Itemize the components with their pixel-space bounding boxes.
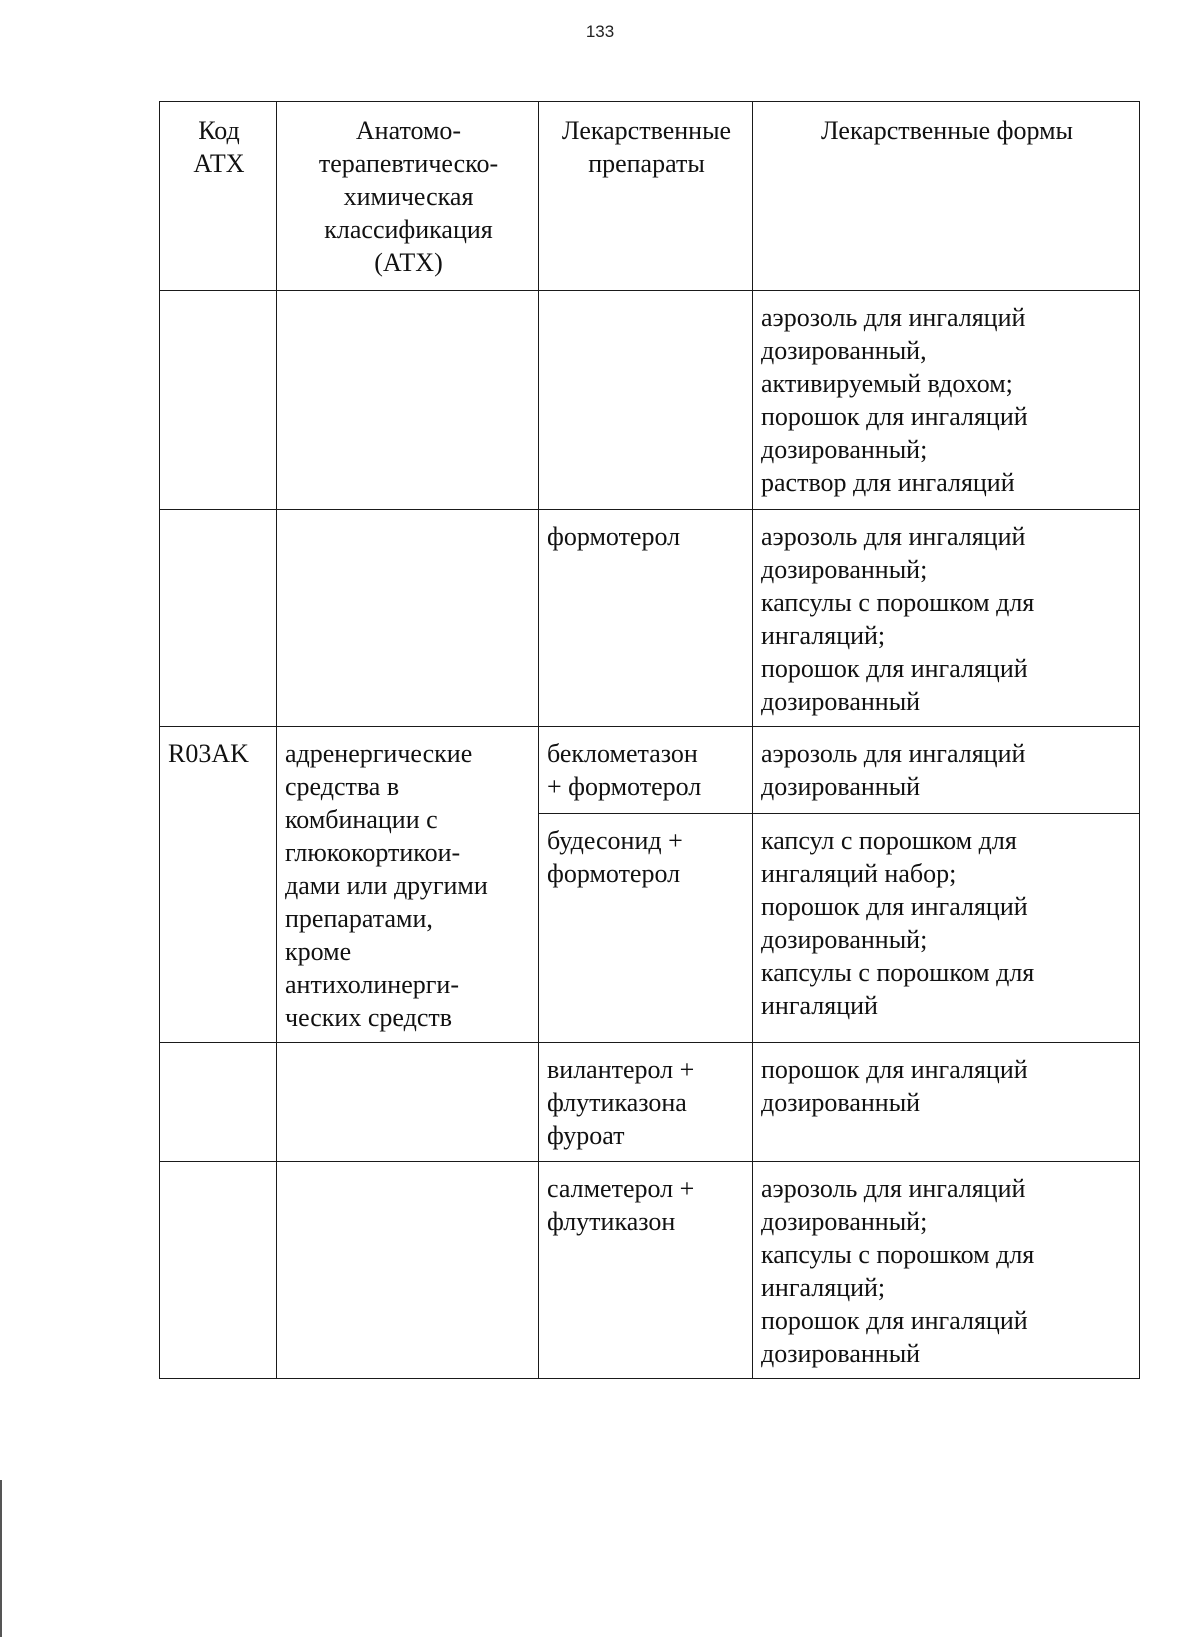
cell-forms: аэрозоль для ингаляций дозированный; капсулы с порошком для ингаляций; порошок для ингаляций дозированный — [753, 1162, 1140, 1379]
cell-drug: будесонид + формотерол — [539, 813, 753, 1042]
header-dosage-forms: Лекарственные формы — [753, 102, 1140, 291]
table-row — [160, 1162, 1140, 1379]
cell-classification — [277, 1043, 539, 1162]
cell-classification — [277, 510, 539, 727]
cell-forms: порошок для ингаляций дозированный — [753, 1043, 1140, 1162]
cell-code: R03AK — [160, 727, 277, 1043]
cell-forms: капсул с порошком для ингаляций набор; порошок для ингаляций дозированный; капсулы с порошком для ингаляций — [753, 813, 1140, 1042]
cell-forms: аэрозоль для ингаляций дозированный, активируемый вдохом; порошок для ингаляций дозированный; раствор для ингаляций — [753, 291, 1140, 510]
table-row — [160, 1043, 1140, 1162]
cell-drug: салметерол + флутиказон — [539, 1162, 753, 1379]
table-row — [160, 291, 1140, 510]
cell-code — [160, 1043, 277, 1162]
cell-drug: формотерол — [539, 510, 753, 727]
cell-classification — [277, 1162, 539, 1379]
header-drugs: Лекарственные препараты — [539, 102, 753, 291]
cell-drug — [539, 291, 753, 510]
cell-drug: беклометазон + формотерол — [539, 727, 753, 814]
cell-forms: аэрозоль для ингаляций дозированный — [753, 727, 1140, 814]
header-atx-classification: Анатомо- терапевтическо- химическая классификация (АТХ) — [277, 102, 539, 291]
cell-code — [160, 291, 277, 510]
table-row — [160, 510, 1140, 727]
scan-edge-mark — [0, 1480, 2, 1637]
header-atx-code: Код АТХ — [160, 102, 277, 291]
table-row — [160, 727, 1140, 814]
cell-code — [160, 1162, 277, 1379]
page-number: 133 — [585, 22, 615, 41]
atx-table — [159, 101, 1140, 1379]
table-header-row — [160, 102, 1140, 291]
cell-forms: аэрозоль для ингаляций дозированный; капсулы с порошком для ингаляций; порошок для ингаляций дозированный — [753, 510, 1140, 727]
cell-classification: адренергические средства в комбинации с глюкокортикои- дами или другими препаратами, кроме антихолинерги- ческих средств — [277, 727, 539, 1043]
cell-classification — [277, 291, 539, 510]
cell-code — [160, 510, 277, 727]
cell-drug: вилантерол + флутиказона фуроат — [539, 1043, 753, 1162]
